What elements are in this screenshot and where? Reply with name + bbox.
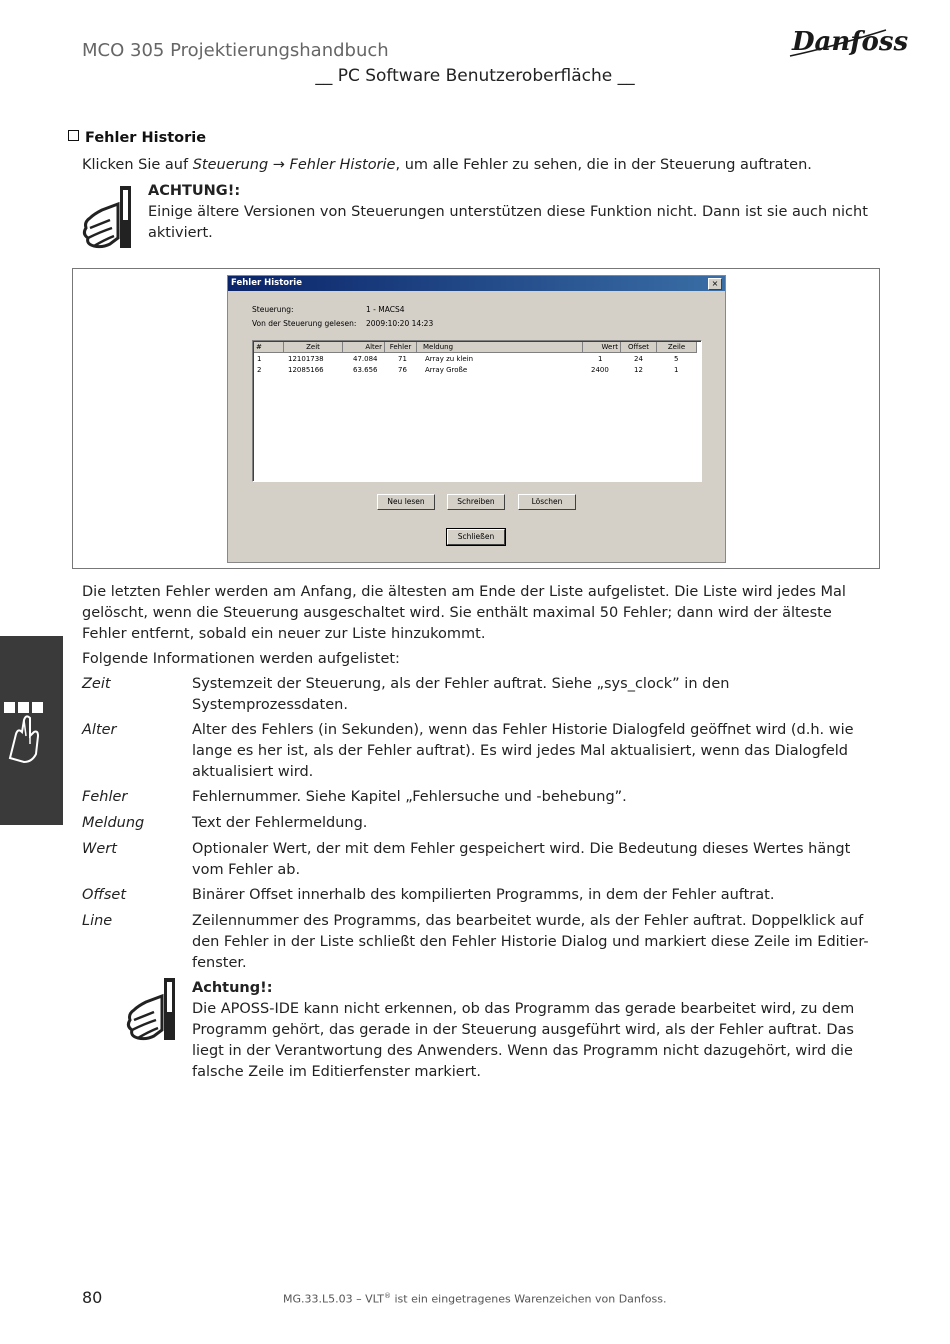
cell: Array zu klein bbox=[425, 355, 474, 363]
svg-text:Danfoss: Danfoss bbox=[792, 27, 909, 57]
column-header[interactable]: Meldung bbox=[417, 342, 583, 353]
note2-body: Die APOSS-IDE kann nicht erkennen, ob das Programm das gerade bearbeitet wird, zu dem Programm gehört, das gerade in der Steuerung ausgeführt wird, als der Fehler auftrat. Das liegt in der Verantwortung des Anwenders. Wenn das Programm nicht dazugehört, wird die falsche Zeile im Editierfenster markiert. bbox=[192, 1001, 855, 1080]
square-bullet-icon bbox=[68, 130, 79, 141]
term-fehler: Fehler bbox=[82, 789, 128, 805]
column-header[interactable]: # bbox=[254, 342, 284, 353]
dialog-title: Fehler Historie bbox=[231, 278, 302, 288]
cell: 12101738 bbox=[288, 355, 324, 363]
column-header[interactable]: Offset bbox=[621, 342, 657, 353]
page-number: 80 bbox=[82, 1288, 103, 1307]
chapter-tab bbox=[0, 636, 63, 825]
body-paragraph-2: Folgende Informationen werden aufgelistet: bbox=[82, 651, 400, 667]
term-zeit: Zeit bbox=[82, 676, 111, 692]
dialog-titlebar[interactable] bbox=[228, 276, 725, 291]
cell: 12085166 bbox=[288, 366, 324, 374]
hand-note-icon bbox=[124, 976, 178, 1042]
column-header[interactable]: Alter bbox=[343, 342, 385, 353]
cell: 5 bbox=[674, 355, 679, 363]
hand-note-icon bbox=[80, 184, 134, 250]
delete-button[interactable]: Löschen bbox=[518, 494, 576, 510]
intro-paragraph: Klicken Sie auf Steuerung → Fehler Historie, um alle Fehler zu sehen, die in der Steuerung auftraten. bbox=[82, 157, 812, 173]
cell: 47.084 bbox=[353, 355, 378, 363]
column-header[interactable]: Zeit bbox=[284, 342, 343, 353]
column-header[interactable]: Fehler bbox=[385, 342, 417, 353]
read-value: 2009:10:20 14:23 bbox=[366, 319, 434, 328]
note1-body: Einige ältere Versionen von Steuerungen unterstützen diese Funktion nicht. Dann ist sie auch nicht aktiviert. bbox=[148, 204, 868, 241]
definition-offset: Binärer Offset innerhalb des kompilierten Programms, in dem der Fehler auftrat. bbox=[192, 887, 775, 903]
close-icon[interactable]: × bbox=[708, 278, 722, 290]
footer-text: MG.33.L5.03 – VLT® ist ein eingetragenes Warenzeichen von Danfoss. bbox=[283, 1292, 667, 1306]
cell: 2400 bbox=[591, 366, 609, 374]
hand-keypad-icon bbox=[0, 636, 63, 825]
header-title: MCO 305 Projektierungshandbuch bbox=[82, 40, 389, 61]
term-wert: Wert bbox=[82, 841, 117, 857]
cell: Array Große bbox=[425, 366, 468, 374]
definition-wert: Optionaler Wert, der mit dem Fehler gespeichert wird. Die Bedeutung dieses Wertes hängt vom Fehler ab. bbox=[192, 841, 851, 878]
definition-zeit: Systemzeit der Steuerung, als der Fehler auftrat. Siehe „sys_clock” in den Systemprozessdaten. bbox=[192, 676, 730, 713]
cell: 71 bbox=[398, 355, 407, 363]
definition-line: Zeilennummer des Programms, das bearbeitet wurde, als der Fehler auftrat. Doppelklick auf den Fehler in der Liste schließt den Fehler Historie Dialog und markiert diese Zeile im Editier-fenster. bbox=[192, 913, 869, 971]
error-list[interactable] bbox=[252, 340, 702, 482]
close-button[interactable]: Schließen bbox=[447, 529, 505, 545]
fehler-historie-dialog bbox=[227, 275, 726, 563]
note1-heading: ACHTUNG!: bbox=[148, 183, 241, 199]
reload-button[interactable]: Neu lesen bbox=[377, 494, 435, 510]
term-line: Line bbox=[82, 913, 113, 929]
cell: 63.656 bbox=[353, 366, 378, 374]
danfoss-logo bbox=[788, 22, 909, 62]
cell: 2 bbox=[257, 366, 262, 374]
definition-meldung: Text der Fehlermeldung. bbox=[192, 815, 368, 831]
header-subtitle: __ PC Software Benutzeroberfläche __ bbox=[315, 66, 635, 86]
controller-label: Steuerung: bbox=[252, 305, 294, 314]
controller-value: 1 - MACS4 bbox=[366, 305, 405, 314]
read-label: Von der Steuerung gelesen: bbox=[252, 319, 357, 328]
cell: 24 bbox=[634, 355, 643, 363]
term-meldung: Meldung bbox=[82, 815, 145, 831]
cell: 76 bbox=[398, 366, 407, 374]
term-alter: Alter bbox=[82, 722, 117, 738]
write-button[interactable]: Schreiben bbox=[447, 494, 505, 510]
cell: 1 bbox=[674, 366, 679, 374]
cell: 12 bbox=[634, 366, 643, 374]
note1-text bbox=[148, 181, 878, 244]
cell: 1 bbox=[598, 355, 603, 363]
definition-fehler: Fehlernummer. Siehe Kapitel „Fehlersuche und -behebung”. bbox=[192, 789, 627, 805]
definition-alter: Alter des Fehlers (in Sekunden), wenn das Fehler Historie Dialogfeld geöffnet wird (d.h. wie lange es her ist, als der Fehler auftrat). Es wird jedes Mal aktualisiert, wenn das Dialogfeld aktualisiert wird. bbox=[192, 722, 854, 780]
note2-heading: Achtung!: bbox=[192, 980, 273, 996]
body-paragraph-1: Die letzten Fehler werden am Anfang, die ältesten am Ende der Liste aufgelistet. Die Liste wird jedes Mal gelöscht, wenn die Steuerung ausgeschaltet wird. Sie enthält maximal 50 Fehler; dann wird der älteste Fehler entfernt, sobald ein neuer zur Liste hinzukommt. bbox=[82, 584, 846, 642]
note2-text bbox=[192, 978, 872, 1083]
column-header[interactable]: Wert bbox=[583, 342, 621, 353]
cell: 1 bbox=[257, 355, 262, 363]
term-offset: Offset bbox=[82, 887, 127, 903]
section-title: Fehler Historie bbox=[68, 130, 206, 146]
column-header[interactable]: Zeile bbox=[657, 342, 697, 353]
